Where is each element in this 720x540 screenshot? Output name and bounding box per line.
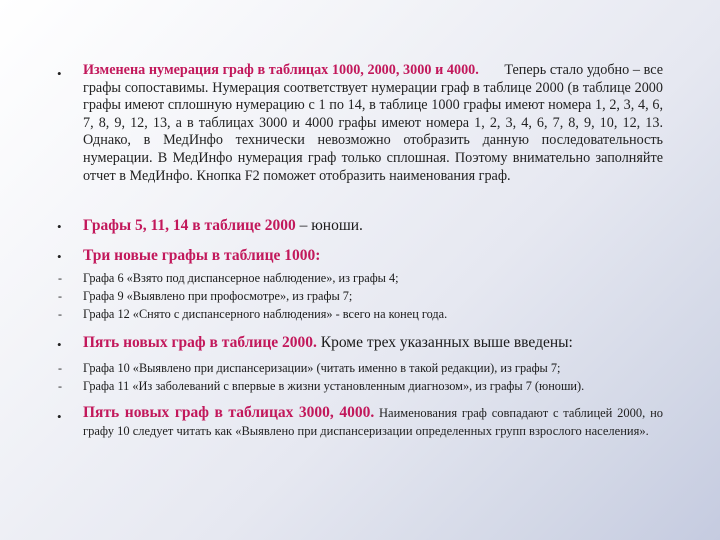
- bullet-4-heading: Пять новых граф в таблице 2000.: [83, 334, 317, 351]
- bullet-1-heading: Изменена нумерация граф в таблицах 1000, 2000, 3000 и 4000.: [83, 62, 479, 78]
- bullet-marker: •: [57, 249, 62, 264]
- sub-item-2: Графа 9 «Выявлено при профосмотре», из графы 7;: [83, 289, 353, 303]
- bullet-3-line: [83, 247, 320, 265]
- dash-marker: -: [58, 379, 62, 393]
- bullet-marker: •: [57, 409, 62, 424]
- bullet-marker: •: [57, 337, 62, 352]
- dash-marker: -: [58, 289, 62, 303]
- bullet-2-line: [83, 217, 363, 235]
- dash-marker: -: [58, 361, 62, 375]
- dash-marker: -: [58, 271, 62, 285]
- bullet-2-text: – юноши.: [295, 217, 363, 234]
- sub-item-3: Графа 12 «Снято с диспансерного наблюдения» - всего на конец года.: [83, 307, 448, 321]
- bullet-1-paragraph: [83, 62, 663, 185]
- bullet-marker: •: [57, 219, 62, 234]
- dash-marker: -: [58, 307, 62, 321]
- bullet-4-text: Кроме трех указанных выше введены:: [316, 334, 573, 351]
- bullet-3-heading: Три новые графы в таблице 1000:: [83, 247, 321, 264]
- sub-item-5: Графа 11 «Из заболеваний с впервые в жизни установленным диагнозом», из графы 7 (юноши).: [83, 379, 585, 393]
- bullet-5-text: Наименования граф совпадают с таблицей 2000, но графу 10 следует читать как «Выявлено при диспансеризации определенных групп взрослого населения».: [83, 406, 664, 438]
- bullet-5-heading: Пять новых граф в таблицах 3000, 4000.: [83, 404, 375, 421]
- sub-item-4: Графа 10 «Выявлено при диспансеризации» (читать именно в такой редакции), из графы 7;: [83, 361, 561, 375]
- sub-item-1: Графа 6 «Взято под диспансерное наблюдение», из графы 4;: [83, 271, 399, 285]
- bullet-4-line: [83, 334, 573, 352]
- bullet-1-text: Теперь стало удобно – все графы сопоставимы. Нумерация соответствует нумерации граф в таблице 2000 (в таблице 2000 графы имеют сплошную нумерацию с 1 по 14, в таблице 1000 графы имеют номера 1, 2, 3, 4, 6, 7, 8, 9, 12, 13, а в таблицах 3000 и 4000 графы имеют номера 1, 2, 3, 4, 6, 7, 8, 9, 10, 12, 13. Однако, в МедИнфо технически невозможно отобразить данную последовательность нумерации. В МедИнфо нумерация граф только сплошная. Поэтому внимательно заполняйте отчет в МедИнфо. Кнопка F2 поможет отобразить наименования граф.: [83, 62, 664, 184]
- bullet-2-heading: Графы 5, 11, 14 в таблице 2000: [83, 217, 296, 234]
- bullet-5-paragraph: [83, 404, 663, 440]
- bullet-marker: •: [57, 66, 62, 81]
